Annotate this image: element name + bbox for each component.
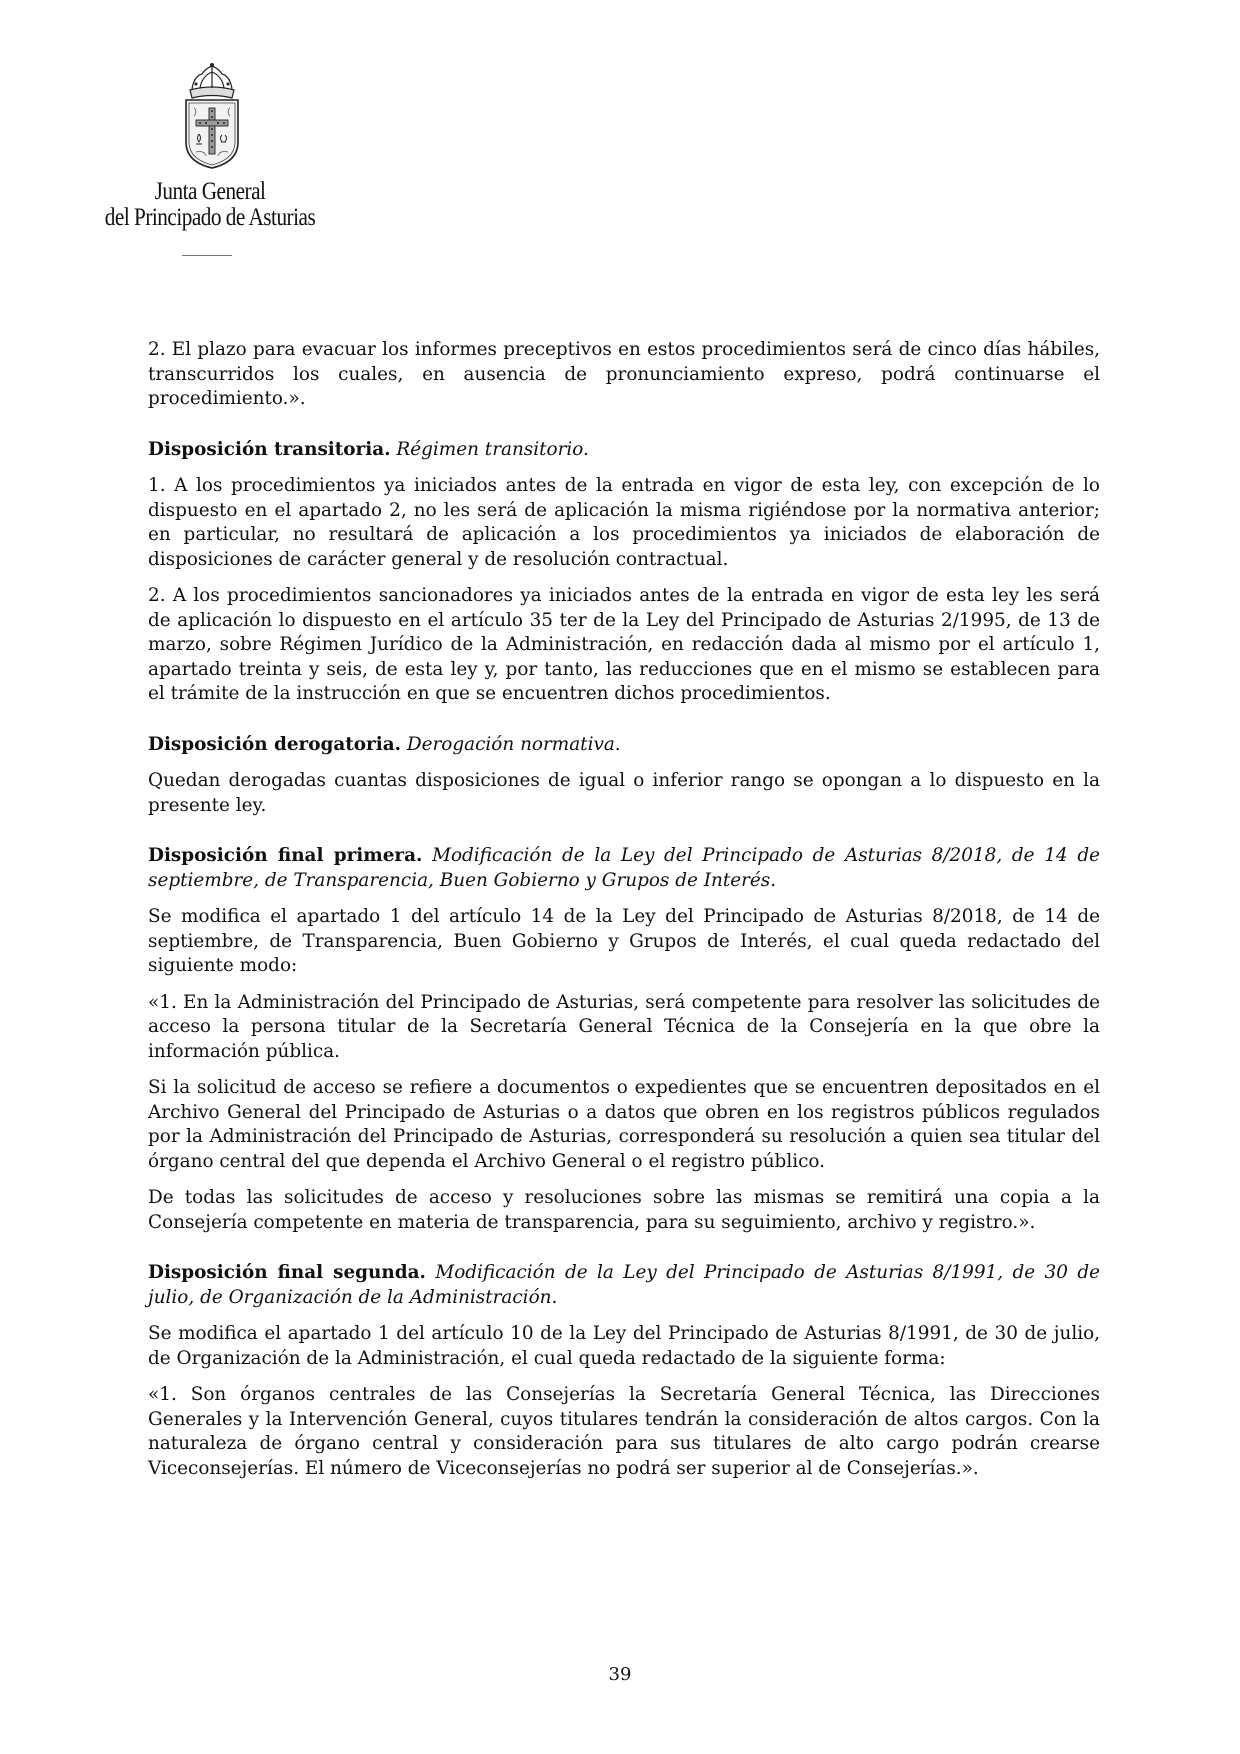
paragraph: De todas las solicitudes de acceso y resoluciones sobre las mismas se remitirá una copia a la Consejería competente en materia de transparencia, para su seguimiento, archivo y registro.».	[148, 1187, 1100, 1233]
heading-italic: Modificación de la Ley del Principado de Asturias 8/2018, de 14 de septiembre, de Transparencia, Buen Gobierno y Grupos de Interés.	[148, 845, 1100, 891]
org-name-line2: del Principado de Asturias	[104, 204, 316, 231]
section-heading-derogatoria	[148, 733, 1100, 758]
paragraph: Si la solicitud de acceso se refiere a documentos o expedientes que se encuentren depositados en el Archivo General del Principado de Asturias o a datos que obren en los registros públicos regulados por la Administración del Principado de Asturias, corresponderá su resolución a quien sea titular del órgano central del que dependa el Archivo General o el registro público.	[148, 1077, 1100, 1172]
institution-logo	[90, 62, 340, 262]
paragraph: Se modifica el apartado 1 del artículo 14 de la Ley del Principado de Asturias 8/2018, de 14 de septiembre, de Transparencia, Buen Gobierno y Grupos de Interés, el cual queda redactado del siguiente modo:	[148, 906, 1100, 976]
org-name-line1: Junta General	[154, 178, 266, 205]
paragraph: «1. En la Administración del Principado de Asturias, será competente para resolver las solicitudes de acceso la persona titular de la Secretaría General Técnica de la Consejería en la que obre la información pública.	[148, 991, 1100, 1062]
heading-bold: Disposición transitoria.	[148, 438, 391, 460]
section-heading-final-segunda	[148, 1261, 1100, 1310]
paragraph: «1. Son órganos centrales de las Consejerías la Secretaría General Técnica, las Direcciones Generales y la Intervención General, cuyos titulares tendrán la consideración de altos cargos. Con la naturaleza de órgano central y consideración para sus titulares de alto cargo podrán crearse Viceconsejerías. El número de Viceconsejerías no podrá ser superior al de Consejerías.».	[148, 1384, 1100, 1479]
paragraph: 2. El plazo para evacuar los informes preceptivos en estos procedimientos será de cinco días hábiles, transcurridos los cuales, en ausencia de pronunciamiento expreso, podrá continuarse el procedimiento.».	[148, 339, 1100, 409]
section-heading-transitoria	[148, 438, 1100, 463]
heading-italic: Derogación normativa.	[406, 733, 621, 755]
section-heading-final-primera	[148, 844, 1100, 893]
paragraph: Se modifica el apartado 1 del artículo 10 de la Ley del Principado de Asturias 8/1991, de 30 de julio, de Organización de la Administración, el cual queda redactado de la siguiente forma:	[148, 1323, 1100, 1369]
paragraph: 1. A los procedimientos ya iniciados antes de la entrada en vigor de esta ley, con excepción de lo dispuesto en el apartado 2, no les será de aplicación la misma rigiéndose por la normativa anterior; en particular, no resultará de aplicación a los procedimientos ya iniciados de elaboración de disposiciones de carácter general y de resolución contractual.	[148, 475, 1100, 570]
heading-bold: Disposición derogatoria.	[148, 733, 402, 755]
paragraph: 2. A los procedimientos sancionadores ya iniciados antes de la entrada en vigor de esta ley les será de aplicación lo dispuesto en el artículo 35 ter de la Ley del Principado de Asturias 2/1995, de 13 de marzo, sobre Régimen Jurídico de la Administración, en redacción dada al mismo por el artículo 1, apartado treinta y seis, de esta ley y, por tanto, las reducciones que en el mismo se establecen para el trámite de la instrucción en que se encuentren dichos procedimientos.	[148, 585, 1100, 704]
heading-bold: Disposición final primera.	[148, 845, 423, 866]
heading-bold: Disposición final segunda.	[148, 1262, 426, 1283]
heading-italic: Régimen transitorio.	[396, 438, 589, 460]
coat-of-arms-asturias-icon	[176, 62, 248, 172]
paragraph: Quedan derogadas cuantas disposiciones de igual o inferior rango se opongan a lo dispuesto en la presente ley.	[148, 770, 1100, 816]
heading-italic: Modificación de la Ley del Principado de Asturias 8/1991, de 30 de julio, de Organización de la Administración.	[148, 1262, 1100, 1308]
page-number: 39	[608, 1664, 632, 1685]
document-body	[148, 338, 1100, 1493]
logo-divider	[182, 255, 232, 256]
